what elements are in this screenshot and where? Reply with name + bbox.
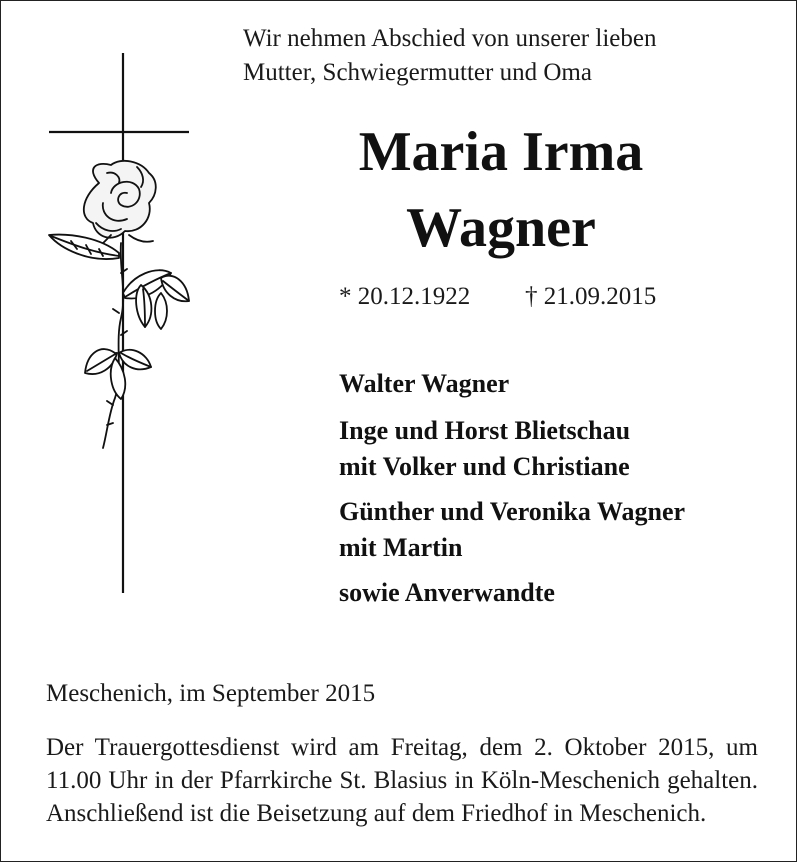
- mourner-line: mit Martin: [339, 533, 463, 562]
- mourner-line: mit Volker und Christiane: [339, 452, 630, 481]
- death-date: † 21.09.2015: [525, 283, 657, 310]
- funeral-service-details: Der Trauergottesdienst wird am Freitag, dem 2. Oktober 2015, um 11.00 Uhr in der Pfarrkirche St. Blasius in Köln-Meschenich gehalten. Anschließend ist die Beisetzung auf dem Friedhof in Meschenich.: [46, 734, 758, 827]
- mourner-line: sowie Anverwandte: [339, 578, 555, 607]
- cross-icon: [49, 53, 189, 593]
- birth-date: * 20.12.1922: [339, 283, 471, 310]
- place-and-date: Meschenich, im September 2015: [46, 680, 376, 707]
- cross-with-rose-illustration: [41, 53, 201, 598]
- deceased-first-names: Maria Irma: [358, 121, 644, 183]
- deceased-surname: Wagner: [406, 197, 596, 259]
- mourner-line: Walter Wagner: [339, 369, 510, 398]
- intro-line-1: Wir nehmen Abschied von unserer lieben: [243, 25, 657, 52]
- rose-icon: [49, 161, 189, 448]
- intro-text: [243, 22, 656, 90]
- mourner-line: Inge und Horst Blietschau: [339, 416, 631, 445]
- mourner-line: Günther und Veronika Wagner: [339, 497, 686, 526]
- intro-line-2: Mutter, Schwiegermutter und Oma: [243, 59, 592, 86]
